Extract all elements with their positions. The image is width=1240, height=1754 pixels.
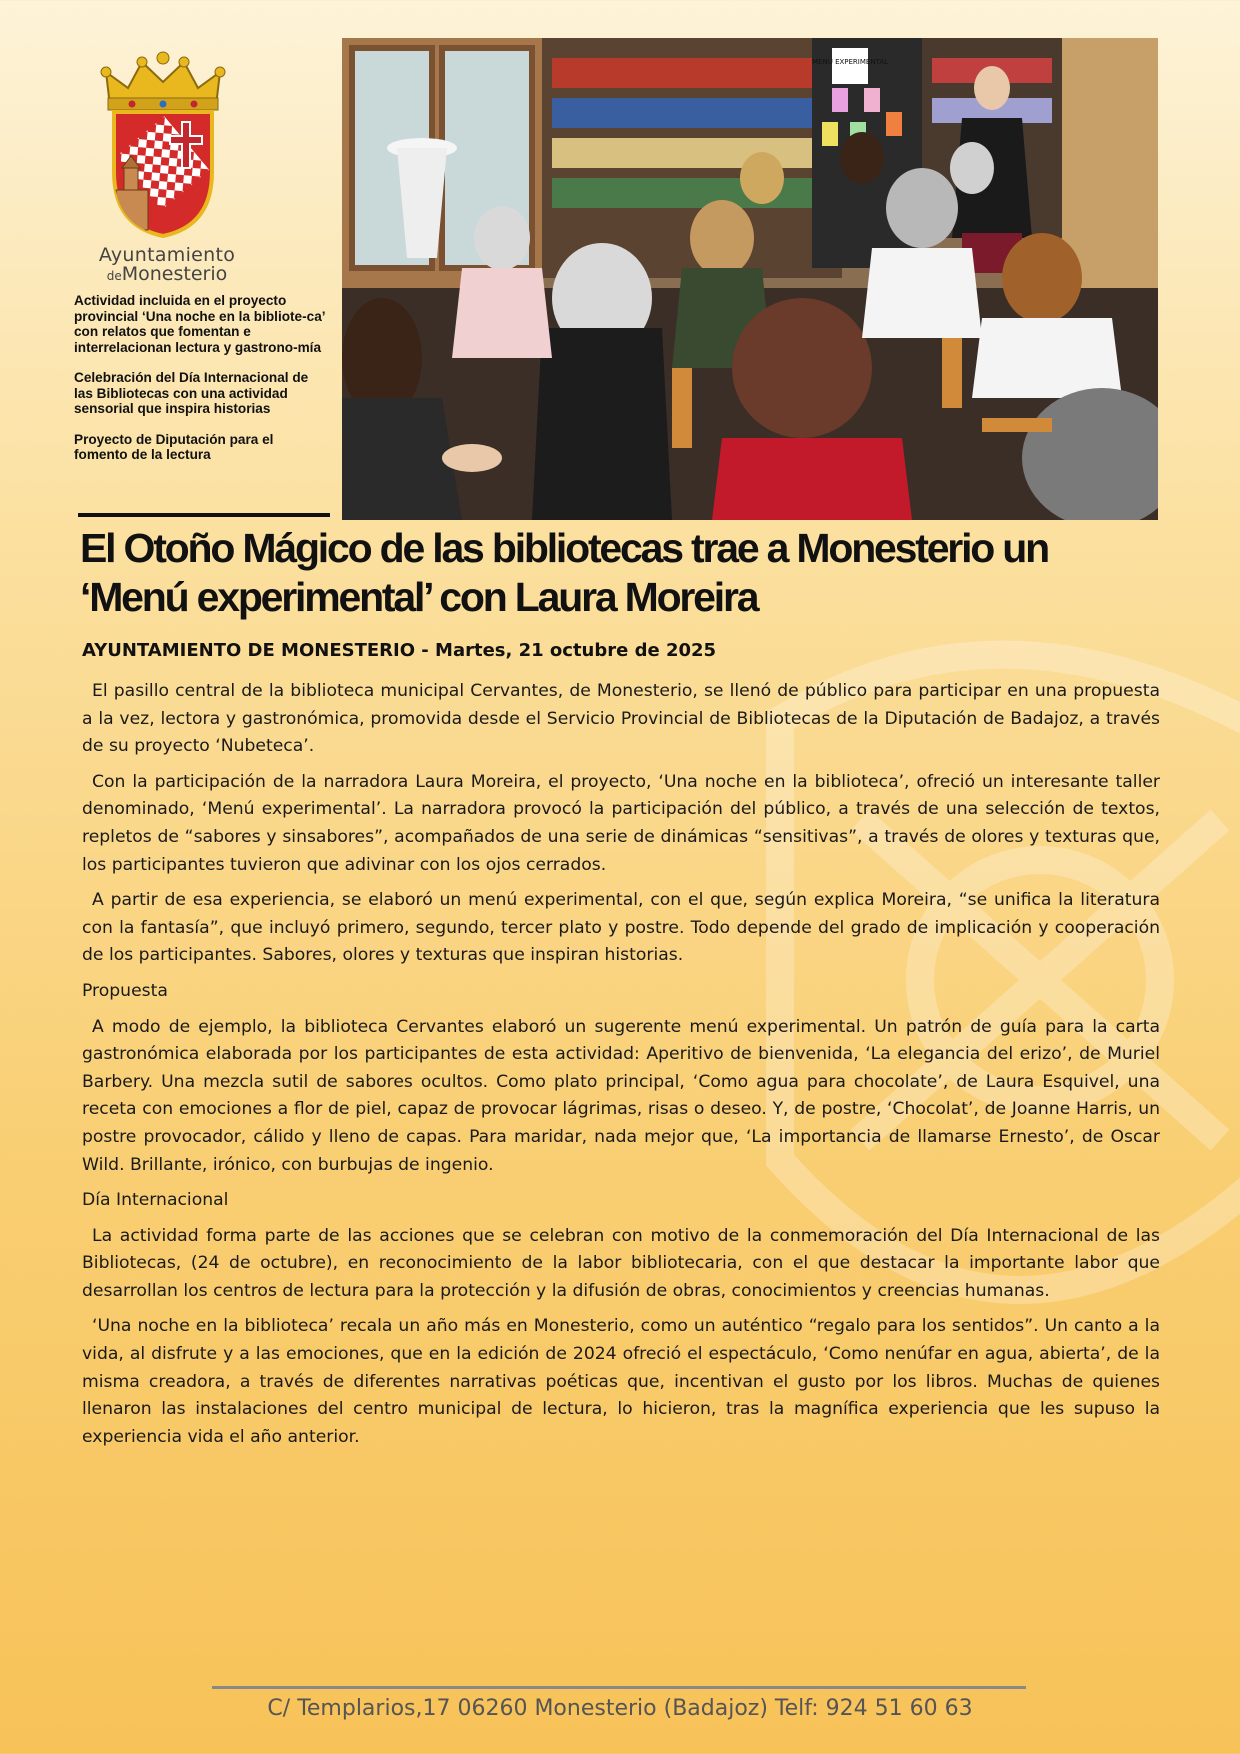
library-event-photo	[342, 38, 1158, 520]
crest-caption-town: Monesterio	[121, 263, 228, 285]
crest-caption-line2	[92, 263, 242, 285]
paragraph-1: El pasillo central de la biblioteca municipal Cervantes, de Monesterio, se llenó de público para participar en una propuesta a la vez, lectora y gastronómica, promovida desde el Servicio Provincial de Bibliotecas de la Diputación de Badajoz, a través de su proyecto ‘Nubeteca’.	[82, 681, 1160, 757]
sidebar-highlights	[74, 293, 330, 478]
highlight-2: Celebración del Día Internacional de las Bibliotecas con una actividad sensorial que inspira historias	[74, 370, 309, 416]
paragraph-4: A modo de ejemplo, la biblioteca Cervantes elaboró un sugerente menú experimental. Un patrón de guía para la carta gastronómica elaborada por los participantes de esta actividad: Aperitivo de bienvenida, ‘La elegancia del erizo’, de Muriel Barbery. Una mezcla sutil de sabores ocultos. Como plato principal, ‘Como agua para chocolate’, de Laura Esquivel, una receta con emociones a flor de piel, capaz de provocar lágrimas, risas o deseo. Y, de postre, ‘Chocolat’, de Joanne Harris, un postre provocador, cálido y lleno de capas. Para maridar, nada mejor que, ‘La importancia de llamarse Ernesto’, de Oscar Wild. Brillante, irónico, con burbujas de ingenio.	[82, 1016, 1160, 1175]
article-body	[82, 678, 1160, 1459]
paragraph-3: A partir de esa experiencia, se elaboró un menú experimental, con el que, según explica Moreira, “se unifica la literatura con la fantasía”, que incluyó primero, segundo, tercer plato y postre. Todo depende del grado de implicación y cooperación de los participantes. Sabores, olores y texturas que inspiran historias.	[82, 890, 1160, 966]
headline-line-2: ‘Menú experimental’ con Laura Moreira	[80, 574, 758, 620]
monesterio-coat-of-arms	[92, 50, 234, 242]
paragraph-5: La actividad forma parte de las acciones que se celebran con motivo de la conmemoración del Día Internacional de las Bibliotecas, (24 de octubre), en reconocimiento de la labor bibliotecaria, con el que destacar la importante labor que desarrollan los centros de lectura para la protección y la difusión de obras, conocimientos y creencias humanas.	[82, 1225, 1160, 1301]
highlight-1: Actividad incluida en el proyecto provincial ‘Una noche en la bibliote-ca’ con relatos que fomentan e interrelacionan lectura y gastrono-mía	[74, 293, 325, 355]
subheading-propuesta: Propuesta	[82, 980, 168, 1001]
highlight-3: Proyecto de Diputación para el fomento de la lectura	[74, 431, 274, 462]
footer-address: C/ Templarios,17 06260 Monesterio (Badajoz) Telf: 924 51 60 63	[267, 1696, 973, 1721]
paragraph-6: ‘Una noche en la biblioteca’ recala un año más en Monesterio, como un auténtico “regalo para los sentidos”. Un canto a la vida, al disfrute y a las emociones, que en la edición de 2024 ofreció el espectáculo, ‘Como nenúfar en agua, abierta’, de la misma creadora, a través de diferentes narrativas poéticas que, incentivan el gusto por los libros. Muchas de quienes llenaron las instalaciones del centro municipal de lectura, lo hicieron, tras la magnífica experiencia que les supuso la experiencia vida el año anterior.	[82, 1316, 1160, 1447]
crest-caption-de: de	[106, 269, 122, 283]
crest-caption-line1: Ayuntamiento	[98, 244, 236, 266]
photo-sign-text: MENU EXPERIMENTAL	[812, 58, 888, 66]
crest-caption	[92, 244, 242, 285]
headline-line-1: El Otoño Mágico de las bibliotecas trae a Monesterio un	[80, 525, 1048, 571]
subheading-dia-internacional: Día Internacional	[82, 1190, 229, 1211]
article-headline	[80, 524, 1170, 622]
sidebar-rule	[78, 513, 330, 517]
footer-rule	[212, 1686, 1026, 1689]
paragraph-2: Con la participación de la narradora Laura Moreira, el proyecto, ‘Una noche en la biblioteca’, ofreció un interesante taller denominado, ‘Menú experimental’. La narradora provocó la participación del público, a través de una selección de textos, repletos de “sabores y sinsabores”, acompañados de una serie de dinámicas “sensitivas”, a través de olores y texturas que, los participantes tuvieron que adivinar con los ojos cerrados.	[82, 771, 1160, 875]
article-dateline: AYUNTAMIENTO DE MONESTERIO - Martes, 21 octubre de 2025	[82, 640, 717, 661]
